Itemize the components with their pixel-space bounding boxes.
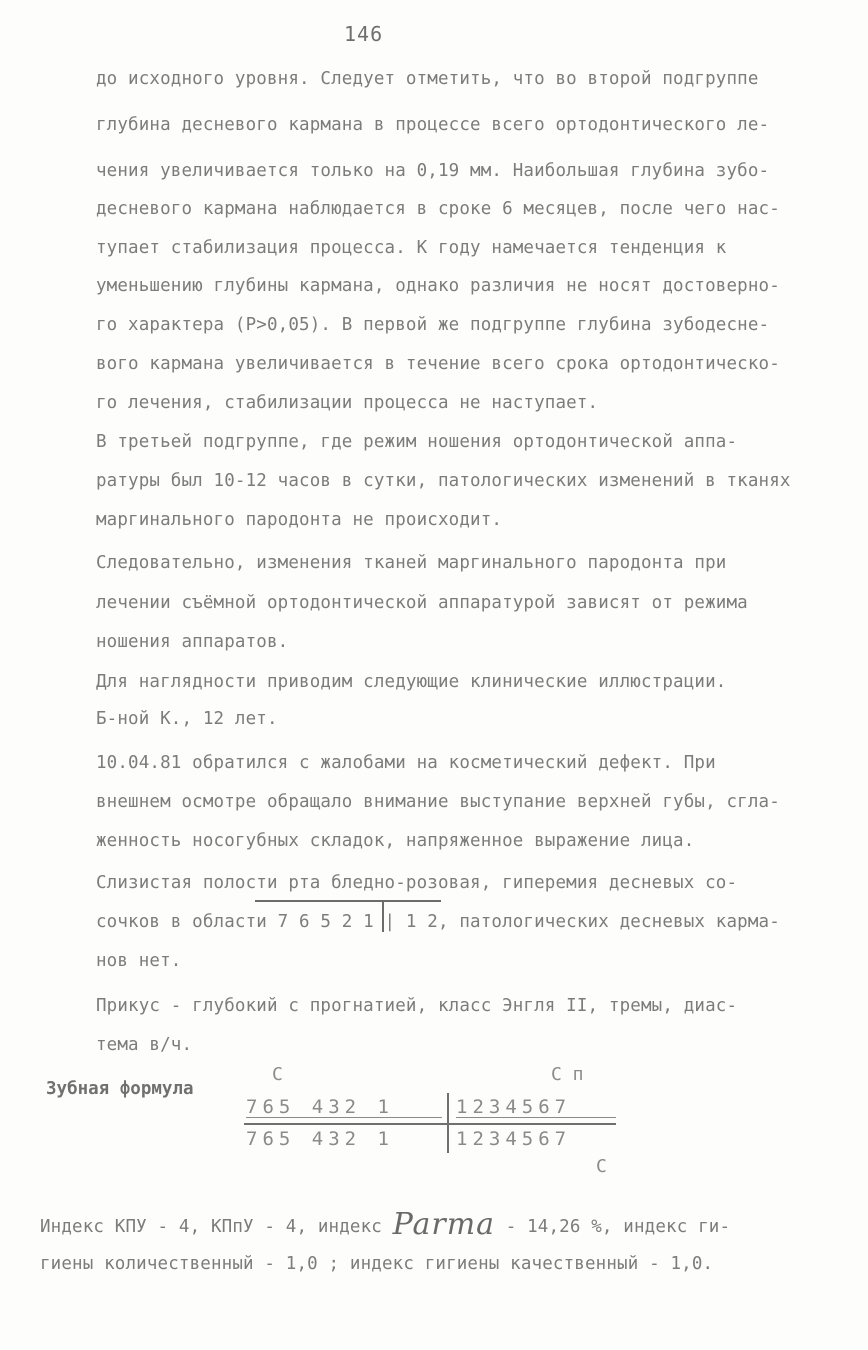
text-line: Для наглядности приводим следующие клинические иллюстрации. <box>96 672 727 692</box>
formula-upper-right: 1234567 <box>456 1096 572 1118</box>
formula-upper-left-underline <box>246 1117 442 1118</box>
handwritten-index-name: Parma <box>392 1207 496 1242</box>
text-line: вого кармана увеличивается в течение всего срока ортодонтическо- <box>96 354 780 374</box>
teeth-bracket-divider <box>382 902 384 932</box>
text-line: 10.04.81 обратился с жалобами на косметический дефект. При <box>96 753 716 773</box>
text-line: ратуры был 10-12 часов в сутки, патологических изменений в тканях <box>96 471 791 491</box>
formula-label: Зубная формула <box>46 1079 194 1099</box>
formula-mark-top-right: С п <box>551 1064 584 1085</box>
text-line: глубина десневого кармана в процессе всего ортодонтического ле- <box>96 115 770 135</box>
formula-vertical-line <box>447 1093 449 1153</box>
text-line: сочков в области 7 6 5 2 1 | 1 2, патологических десневых карма- <box>96 912 780 932</box>
index-text-1: Индекс КПУ - 4, КПпУ - 4, индекс <box>40 1217 393 1237</box>
formula-lower-right: 1234567 <box>456 1128 572 1150</box>
text-line: ношения аппаратов. <box>96 632 289 652</box>
text-line: десневого кармана наблюдается в сроке 6 месяцев, после чего нас- <box>96 199 780 219</box>
formula-mark-bottom-right: С <box>596 1156 607 1177</box>
text-line: нов нет. <box>96 951 182 971</box>
teeth-bracket-line <box>255 900 441 902</box>
text-line: женность носогубных складок, напряженное выражение лица. <box>96 831 695 851</box>
text-line: до исходного уровня. Следует отметить, что во второй подгруппе <box>96 69 759 89</box>
index-text-2: - 14,26 %, индекс ги- <box>495 1217 731 1237</box>
text-line: Следовательно, изменения тканей маргинального пародонта при <box>96 553 727 573</box>
text-line: внешнем осмотре обращало внимание выступание верхней губы, сгла- <box>96 792 780 812</box>
text-line: го характера (P>0,05). В первой же подгруппе глубина зубодесне- <box>96 315 770 335</box>
text-line: Прикус - глубокий с прогнатией, класс Энгля II, тремы, диас- <box>96 996 738 1016</box>
formula-upper-right-underline <box>456 1117 616 1118</box>
text-line: го лечения, стабилизации процесса не наступает. <box>96 393 599 413</box>
page-number: 146 <box>344 22 384 46</box>
text-line: уменьшению глубины кармана, однако различия не носят достоверно- <box>96 276 780 296</box>
formula-horizontal-line <box>244 1123 616 1125</box>
formula-mark-top-left: С <box>272 1064 283 1085</box>
last-line: гиены количественный - 1,0 ; индекс гигиены качественный - 1,0. <box>40 1254 714 1274</box>
formula-lower-left: 765 432 1 <box>246 1128 394 1150</box>
formula-upper-left: 765 432 1 <box>246 1096 394 1118</box>
text-line: маргинального пародонта не происходит. <box>96 510 503 530</box>
text-line: тупает стабилизация процесса. К году намечается тенденция к <box>96 238 727 258</box>
index-line <box>40 1207 731 1242</box>
text-line: лечении съёмной ортодонтической аппаратурой зависят от режима <box>96 593 748 613</box>
text-line: В третьей подгруппе, где режим ношения ортодонтической аппа- <box>96 432 738 452</box>
text-line: Б-ной К., 12 лет. <box>96 709 278 729</box>
text-line: Слизистая полости рта бледно-розовая, гиперемия десневых со- <box>96 873 738 893</box>
text-line: тема в/ч. <box>96 1035 193 1055</box>
text-line: чения увеличивается только на 0,19 мм. Наибольшая глубина зубо- <box>96 161 770 181</box>
